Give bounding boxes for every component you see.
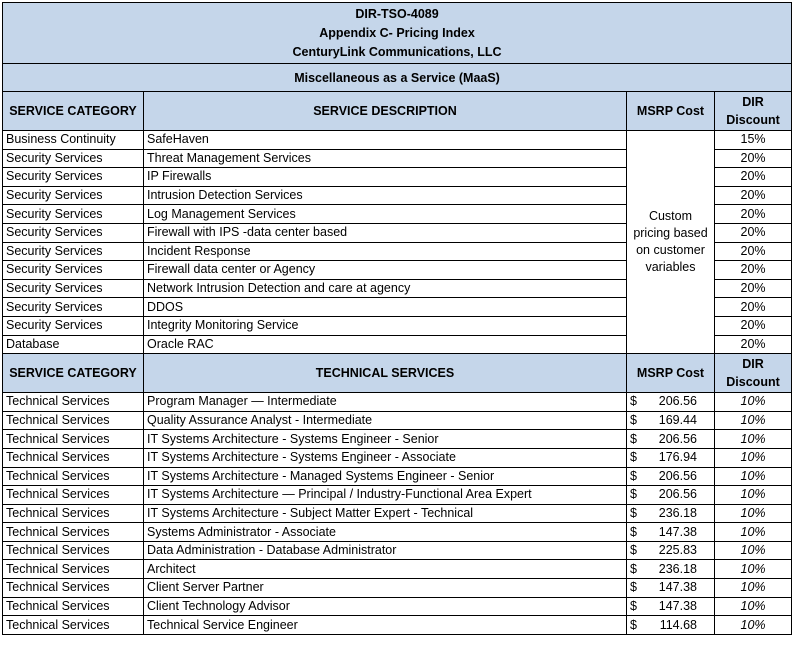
table-row (3, 597, 792, 616)
service-category-cell: Technical Services (3, 541, 144, 560)
service-description-cell: DDOS (144, 298, 627, 317)
header-service-description: SERVICE DESCRIPTION (144, 92, 627, 131)
currency-symbol: $ (630, 617, 637, 632)
table-row (3, 541, 792, 560)
msrp-cost-cell (627, 430, 715, 449)
technical-service-cell: Client Server Partner (144, 579, 627, 598)
msrp-cost-cell (627, 523, 715, 542)
pricing-table (2, 2, 792, 635)
service-category-cell: Security Services (3, 316, 144, 335)
service-description-cell: Firewall data center or Agency (144, 261, 627, 280)
service-category-cell: Technical Services (3, 560, 144, 579)
header-dir-discount: DIR Discount (715, 92, 792, 131)
currency-symbol: $ (630, 524, 637, 539)
dir-discount-cell: 10% (715, 560, 792, 579)
currency-symbol: $ (630, 450, 637, 465)
dir-discount-cell: 20% (715, 205, 792, 224)
currency-symbol: $ (630, 505, 637, 520)
currency-symbol: $ (630, 543, 637, 558)
currency-symbol: $ (630, 413, 637, 428)
service-category-cell: Security Services (3, 261, 144, 280)
cost-amount: 236.18 (658, 561, 697, 576)
maas-header-row (3, 92, 792, 131)
currency-symbol: $ (630, 598, 637, 613)
technical-service-cell: IT Systems Architecture — Principal / Industry-Functional Area Expert (144, 486, 627, 505)
msrp-cost-cell (627, 560, 715, 579)
service-category-cell: Security Services (3, 242, 144, 261)
company-name: CenturyLink Communications, LLC (292, 44, 502, 59)
service-description-cell: Intrusion Detection Services (144, 186, 627, 205)
service-category-cell: Technical Services (3, 579, 144, 598)
dir-discount-cell: 10% (715, 448, 792, 467)
service-category-cell: Security Services (3, 279, 144, 298)
cost-amount: 114.68 (659, 617, 697, 632)
cost-amount: 147.38 (658, 524, 697, 539)
technical-header-row (3, 354, 792, 393)
service-category-cell: Technical Services (3, 597, 144, 616)
cost-amount: 206.56 (658, 468, 697, 483)
service-description-cell: Incident Response (144, 242, 627, 261)
service-description-cell: SafeHaven (144, 131, 627, 150)
dir-discount-cell: 10% (715, 523, 792, 542)
dir-discount-cell: 20% (715, 261, 792, 280)
msrp-cost-cell (627, 467, 715, 486)
header-msrp-cost: MSRP Cost (627, 92, 715, 131)
cost-amount: 176.94 (658, 450, 697, 465)
service-category-cell: Security Services (3, 168, 144, 187)
cost-amount: 236.18 (658, 505, 697, 520)
dir-discount-cell: 20% (715, 223, 792, 242)
table-row (3, 467, 792, 486)
dir-discount-cell: 20% (715, 168, 792, 187)
dir-discount-cell: 10% (715, 504, 792, 523)
technical-service-cell: Data Administration - Database Administrator (144, 541, 627, 560)
technical-service-cell: Architect (144, 560, 627, 579)
section-title: Miscellaneous as a Service (MaaS) (3, 64, 792, 92)
dir-discount-cell: 10% (715, 579, 792, 598)
dir-discount-cell: 10% (715, 486, 792, 505)
service-category-cell: Security Services (3, 149, 144, 168)
msrp-cost-cell (627, 486, 715, 505)
cost-amount: 169.44 (658, 413, 697, 428)
currency-symbol: $ (630, 394, 637, 409)
service-description-cell: Integrity Monitoring Service (144, 316, 627, 335)
msrp-cost-cell (627, 597, 715, 616)
msrp-cost-cell (627, 411, 715, 430)
dir-discount-cell: 20% (715, 316, 792, 335)
service-category-cell: Technical Services (3, 616, 144, 635)
technical-service-cell: Client Technology Advisor (144, 597, 627, 616)
service-category-cell: Technical Services (3, 504, 144, 523)
table-row (3, 579, 792, 598)
currency-symbol: $ (630, 561, 637, 576)
technical-table (3, 354, 792, 635)
table-row (3, 560, 792, 579)
cost-amount: 206.56 (658, 394, 697, 409)
service-category-cell: Technical Services (3, 467, 144, 486)
service-category-cell: Technical Services (3, 486, 144, 505)
service-category-cell: Database (3, 335, 144, 354)
header-service-category: SERVICE CATEGORY (3, 354, 144, 393)
cost-amount: 147.38 (658, 580, 697, 595)
table-row (3, 523, 792, 542)
dir-discount-cell: 15% (715, 131, 792, 150)
dir-discount-cell: 10% (715, 393, 792, 412)
table-row (3, 411, 792, 430)
custom-pricing-cell: Custom pricing based on customer variables (627, 131, 715, 354)
currency-symbol: $ (630, 468, 637, 483)
msrp-cost-cell (627, 393, 715, 412)
pricing-sheet (2, 2, 791, 635)
service-description-cell: Network Intrusion Detection and care at agency (144, 279, 627, 298)
currency-symbol: $ (630, 431, 637, 446)
title-banner (3, 3, 792, 64)
msrp-cost-cell (627, 448, 715, 467)
technical-service-cell: IT Systems Architecture - Systems Engineer - Associate (144, 448, 627, 467)
service-category-cell: Technical Services (3, 393, 144, 412)
currency-symbol: $ (630, 487, 637, 502)
technical-service-cell: IT Systems Architecture - Subject Matter Expert - Technical (144, 504, 627, 523)
technical-service-cell: Quality Assurance Analyst - Intermediate (144, 411, 627, 430)
table-row (3, 504, 792, 523)
dir-discount-cell: 10% (715, 541, 792, 560)
dir-discount-cell: 20% (715, 335, 792, 354)
cost-amount: 225.83 (658, 543, 697, 558)
msrp-cost-cell (627, 616, 715, 635)
header-service-category: SERVICE CATEGORY (3, 92, 144, 131)
dir-discount-cell: 20% (715, 298, 792, 317)
header-technical-services: TECHNICAL SERVICES (144, 354, 627, 393)
table-row (3, 131, 792, 150)
dir-discount-cell: 20% (715, 186, 792, 205)
dir-discount-cell: 10% (715, 430, 792, 449)
service-category-cell: Technical Services (3, 411, 144, 430)
table-row (3, 430, 792, 449)
dir-discount-cell: 20% (715, 279, 792, 298)
service-category-cell: Technical Services (3, 448, 144, 467)
msrp-cost-cell (627, 541, 715, 560)
service-description-cell: Oracle RAC (144, 335, 627, 354)
service-description-cell: Log Management Services (144, 205, 627, 224)
msrp-cost-cell (627, 504, 715, 523)
dir-discount-cell: 10% (715, 597, 792, 616)
service-description-cell: Firewall with IPS -data center based (144, 223, 627, 242)
service-description-cell: IP Firewalls (144, 168, 627, 187)
dir-discount-cell: 20% (715, 242, 792, 261)
service-category-cell: Technical Services (3, 523, 144, 542)
table-row (3, 486, 792, 505)
dir-discount-cell: 10% (715, 616, 792, 635)
table-row (3, 616, 792, 635)
service-category-cell: Business Continuity (3, 131, 144, 150)
cost-amount: 206.56 (658, 431, 697, 446)
technical-service-cell: Technical Service Engineer (144, 616, 627, 635)
service-category-cell: Security Services (3, 298, 144, 317)
technical-service-cell: Program Manager — Intermediate (144, 393, 627, 412)
dir-discount-cell: 20% (715, 149, 792, 168)
table-row (3, 448, 792, 467)
cost-amount: 147.38 (658, 598, 697, 613)
header-dir-discount: DIR Discount (715, 354, 792, 393)
service-category-cell: Security Services (3, 205, 144, 224)
header-msrp-cost: MSRP Cost (627, 354, 715, 393)
service-category-cell: Security Services (3, 223, 144, 242)
technical-service-cell: Systems Administrator - Associate (144, 523, 627, 542)
technical-service-cell: IT Systems Architecture - Systems Engineer - Senior (144, 430, 627, 449)
technical-service-cell: IT Systems Architecture - Managed Systems Engineer - Senior (144, 467, 627, 486)
table-row (3, 393, 792, 412)
service-category-cell: Technical Services (3, 430, 144, 449)
currency-symbol: $ (630, 580, 637, 595)
service-description-cell: Threat Management Services (144, 149, 627, 168)
dir-discount-cell: 10% (715, 467, 792, 486)
maas-table (3, 92, 792, 354)
service-category-cell: Security Services (3, 186, 144, 205)
appendix-title: Appendix C- Pricing Index (319, 25, 475, 40)
msrp-cost-cell (627, 579, 715, 598)
cost-amount: 206.56 (658, 487, 697, 502)
dir-discount-cell: 10% (715, 411, 792, 430)
contract-number: DIR-TSO-4089 (355, 6, 439, 21)
